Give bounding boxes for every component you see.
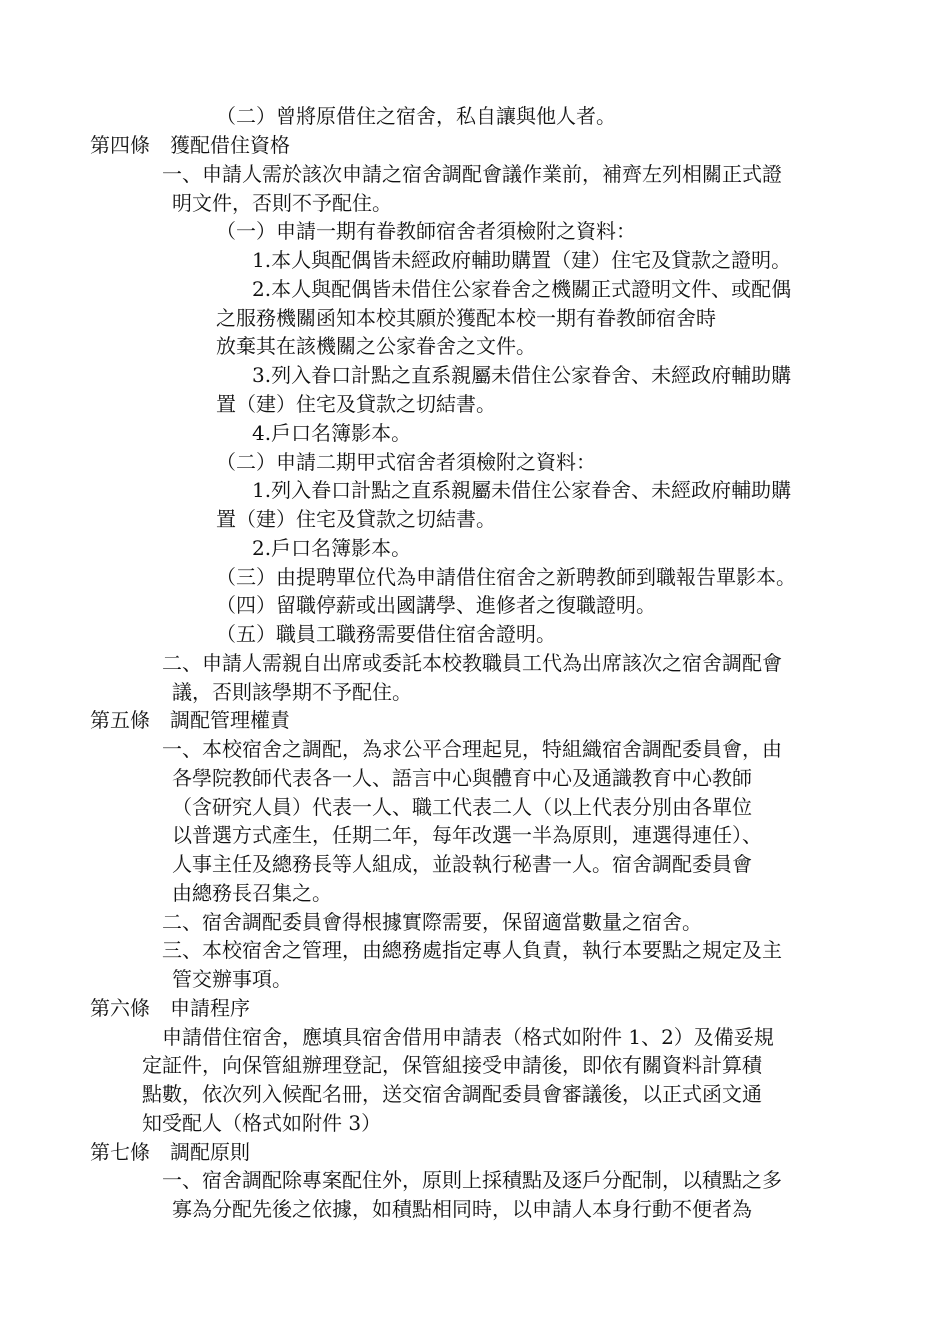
text-line: 議，否則該學期不予配住。 [172, 680, 412, 704]
text-line: （二）曾將原借住之宿舍，私自讓與他人者。 [216, 104, 616, 128]
text-line: 二、宿舍調配委員會得根據實際需要，保留適當數量之宿舍。 [162, 910, 702, 934]
text-line: 3.列入眷口計點之直系親屬未借住公家眷舍、未經政府輔助購 [252, 363, 792, 387]
text-line: 定証件，向保管組辦理登記，保管組接受申請後，即依有關資料計算積 [142, 1053, 762, 1077]
text-line: 放棄其在該機關之公家眷舍之文件。 [216, 334, 536, 358]
text-line: 2.戶口名簿影本。 [252, 536, 412, 560]
text-line: 寡為分配先後之依據，如積點相同時，以申請人本身行動不便者為 [172, 1197, 752, 1221]
article-4-heading: 第四條 獲配借住資格 [90, 133, 290, 157]
text-line: （含研究人員）代表一人、職工代表二人（以上代表分別由各單位 [172, 795, 752, 819]
text-line: 1.列入眷口計點之直系親屬未借住公家眷舍、未經政府輔助購 [252, 478, 792, 502]
text-line: 知受配人（格式如附件 3） [142, 1111, 382, 1135]
text-line: 申請借住宿舍，應填具宿舍借用申請表（格式如附件 1、2）及備妥規 [162, 1025, 774, 1049]
text-line: 置（建）住宅及貸款之切結書。 [216, 392, 496, 416]
text-line: 一、宿舍調配除專案配住外，原則上採積點及逐戶分配制，以積點之多 [162, 1168, 782, 1192]
text-line: 以普選方式產生，任期二年，每年改選一半為原則，連選得連任）、 [172, 823, 762, 847]
text-line: 一、本校宿舍之調配，為求公平合理起見，特組織宿舍調配委員會，由 [162, 737, 782, 761]
text-line: 之服務機關函知本校其願於獲配本校一期有眷教師宿舍時 [216, 306, 716, 330]
text-line: 管交辦事項。 [172, 967, 292, 991]
text-line: 2.本人與配偶皆未借住公家眷舍之機關正式證明文件、或配偶 [252, 277, 792, 301]
text-line: 4.戶口名簿影本。 [252, 421, 412, 445]
text-line: 三、本校宿舍之管理，由總務處指定專人負責，執行本要點之規定及主 [162, 938, 782, 962]
text-line: 點數，依次列入候配名冊，送交宿舍調配委員會審議後，以正式函文通 [142, 1082, 762, 1106]
text-line: 人事主任及總務長等人組成，並設執行秘書一人。宿舍調配委員會 [172, 852, 752, 876]
text-line: 明文件，否則不予配住。 [172, 191, 392, 215]
text-line: 各學院教師代表各一人、語言中心與體育中心及通識教育中心教師 [172, 766, 752, 790]
text-line: 置（建）住宅及貸款之切結書。 [216, 507, 496, 531]
text-line: 1.本人與配偶皆未經政府輔助購置（建）住宅及貸款之證明。 [252, 248, 792, 272]
text-line: （三）由提聘單位代為申請借住宿舍之新聘教師到職報告單影本。 [216, 565, 796, 589]
article-6-heading: 第六條 申請程序 [90, 996, 250, 1020]
text-line: 一、申請人需於該次申請之宿舍調配會議作業前，補齊左列相關正式證 [162, 162, 782, 186]
text-line: 二、申請人需親自出席或委託本校教職員工代為出席該次之宿舍調配會 [162, 651, 782, 675]
article-5-heading: 第五條 調配管理權責 [90, 708, 290, 732]
text-line: （二）申請二期甲式宿舍者須檢附之資料： [216, 450, 596, 474]
text-line: （五）職員工職務需要借住宿舍證明。 [216, 622, 556, 646]
text-line: （一）申請一期有眷教師宿舍者須檢附之資料： [216, 219, 636, 243]
text-line: （四）留職停薪或出國講學、進修者之復職證明。 [216, 593, 656, 617]
text-line: 由總務長召集之。 [172, 881, 332, 905]
article-7-heading: 第七條 調配原則 [90, 1140, 250, 1164]
